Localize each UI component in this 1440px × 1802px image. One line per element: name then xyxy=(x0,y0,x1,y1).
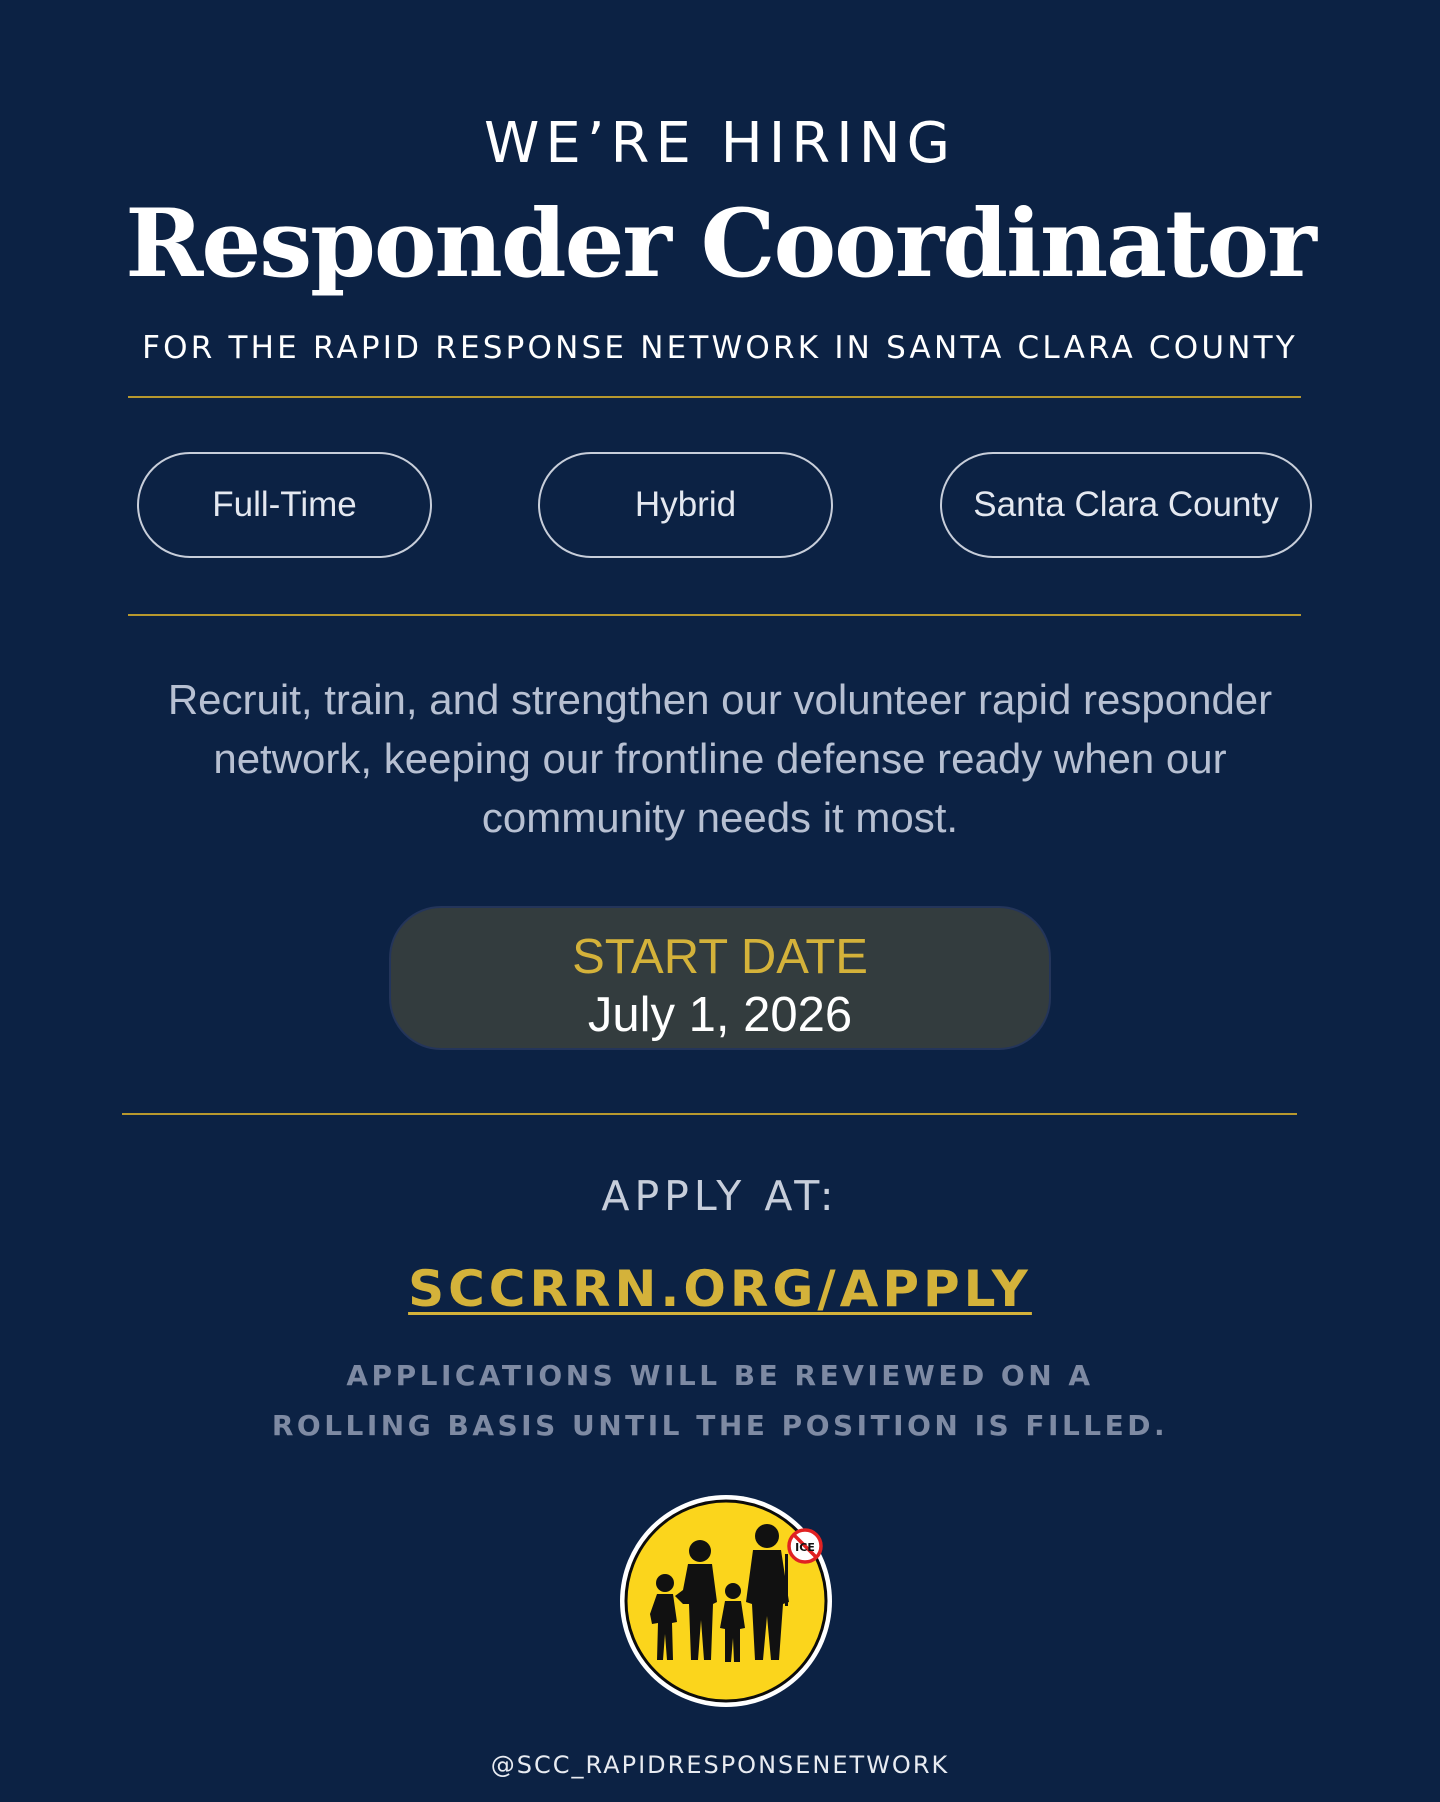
tag-hybrid: Hybrid xyxy=(538,452,833,558)
ice-badge-text: ICE xyxy=(795,1541,815,1554)
apply-label: APPLY AT: xyxy=(601,1172,839,1220)
tag-location: Santa Clara County xyxy=(940,452,1312,558)
job-description: Recruit, train, and strengthen our volunteer rapid responder network, keeping our frontline defense ready when our community needs it most. xyxy=(167,676,1273,841)
start-date-label: START DATE xyxy=(572,930,868,984)
tag-full-time: Full-Time xyxy=(137,452,432,558)
divider-top xyxy=(128,396,1301,398)
page-title: Responder Coordinator xyxy=(125,189,1315,299)
eyebrow-text: WE’RE HIRING xyxy=(484,111,956,176)
apply-link-container xyxy=(0,1256,1440,1322)
divider-bottom xyxy=(122,1113,1297,1115)
start-date-card xyxy=(389,906,1051,1050)
start-date-value: July 1, 2026 xyxy=(587,988,853,1042)
rolling-basis-note-line1: APPLICATIONS WILL BE REVIEWED ON A xyxy=(346,1359,1094,1392)
family-silhouette-icon xyxy=(617,1492,835,1710)
apply-link[interactable]: SCCRRN.ORG/APPLY xyxy=(408,1260,1032,1318)
rolling-basis-note-line2: ROLLING BASIS UNTIL THE POSITION IS FILLED. xyxy=(271,1409,1169,1442)
subtitle-text: FOR THE RAPID RESPONSE NETWORK IN SANTA CLARA COUNTY xyxy=(142,330,1298,366)
divider-middle xyxy=(128,614,1301,616)
social-handle: @SCC_RAPIDRESPONSENETWORK xyxy=(490,1751,950,1779)
